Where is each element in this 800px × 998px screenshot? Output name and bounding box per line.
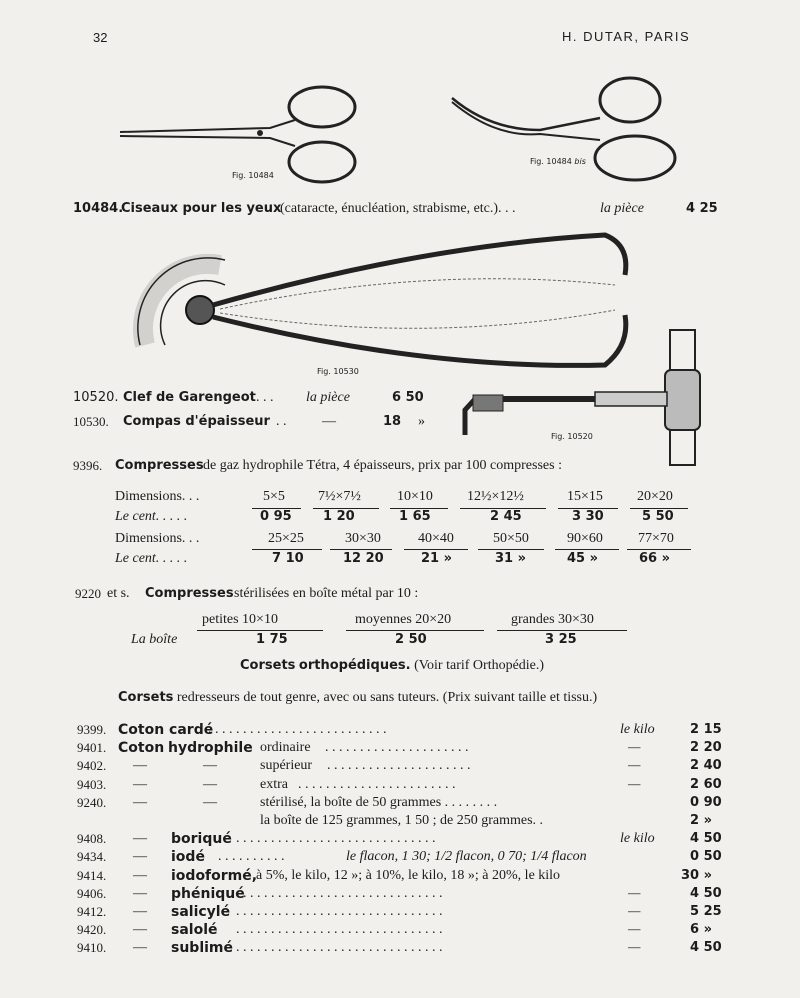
item-col1: — [133,758,147,774]
item-col1: — [133,831,147,847]
list-item [0,886,800,904]
item-number: 9240. [77,794,107,810]
item-number: 9406. [77,885,107,901]
item-col3: extra [260,776,288,792]
item-10520 [0,390,800,408]
size-cell: 40×40 [418,531,454,546]
price-cell: 3 25 [545,632,577,647]
divider [346,630,484,631]
section-title-a: Corsets [240,658,296,673]
item-price: 2 40 [690,758,722,774]
item-col1: — [133,776,147,792]
divider [627,549,691,550]
size-cell: 50×50 [493,531,529,546]
compresses-size-table [115,489,695,573]
item-unit: — [628,740,641,756]
item-number: 9399. [77,722,107,737]
item-col2: — [203,776,217,792]
item-col2: sublimé [171,940,234,957]
item-col1: Coton cardé [118,722,214,738]
item-price: 5 25 [690,904,722,919]
item-price: 4 50 [690,940,722,956]
price-cell: 21 » [421,551,453,566]
item-9220 [0,586,800,604]
price-cell: 1 20 [323,509,355,524]
item-col1: — [133,849,147,865]
table-row [115,509,695,531]
item-price: 0 90 [690,794,722,810]
size-cell: grandes 30×30 [511,612,594,627]
price-cell: 0 95 [260,509,292,524]
list-item [0,904,800,922]
item-col1: — [133,940,147,956]
item-name: Compas d'épaisseur [123,414,270,429]
item-col2: iodé [171,849,205,866]
item-unit: — [628,904,641,919]
item-price: 6 50 [392,390,424,405]
item-suffix: » [418,414,425,429]
price-cell: 5 50 [642,509,674,524]
item-price: 2 20 [690,740,722,756]
price-cell: 45 » [567,551,599,566]
list-item [0,758,800,776]
item-dots: . . . . . . . . . . . . . . . . . . . . . . . . . . . . . . [236,940,443,956]
size-cell: 5×5 [263,489,285,504]
item-9396 [0,458,800,476]
divider [252,549,322,550]
item-number: 10530. [73,414,109,429]
table-row [115,489,695,509]
size-cell: 77×70 [638,531,674,546]
item-description: stérilisées en boîte métal par 10 : [234,586,419,601]
item-col1: — [133,885,147,901]
list-item [0,740,800,758]
size-cell: 25×25 [268,531,304,546]
item-col2: iodoformé, [171,867,258,884]
item-number: 9396. [73,458,103,473]
item-price: 2 15 [690,722,722,737]
divider [197,630,323,631]
item-number: 9414. [77,867,107,883]
item-price: 2 60 [690,776,722,792]
divider [404,549,468,550]
size-cell: 12½×12½ [467,489,524,504]
divider [630,508,688,509]
item-number: 9434. [77,849,107,865]
price-cell: 31 » [495,551,527,566]
divider [555,549,619,550]
list-item [0,940,800,958]
item-dots: . . . . . . . . . . [218,849,285,865]
item-col3: à 5%, le kilo, 12 »; à 10%, le kilo, 18 »; à 20%, le kilo [256,867,561,883]
item-unit: — [628,776,641,792]
page-number: 32 [93,30,108,45]
size-cell: 10×10 [397,489,433,504]
item-price: 4 25 [686,201,718,216]
item-name: Clef de Garengeot [123,390,256,405]
item-price: 2 » [690,813,712,828]
item-col1: — [133,922,147,938]
item-col2: salicylé [171,904,231,920]
divider [252,508,301,509]
table-row [115,551,695,573]
item-number: 9403. [77,776,107,792]
item-number: 10484. [73,201,124,216]
item-name: Compresses [145,586,234,601]
divider [330,549,392,550]
item-col2: hydrophile [168,740,253,757]
item-col2: boriqué [171,831,232,848]
item-unit: la pièce [600,201,644,216]
size-cell: moyennes 20×20 [355,612,452,627]
item-col1: — [133,794,147,810]
item-price: 4 50 [690,831,722,847]
price-cell: 1 75 [256,632,288,647]
item-col3: ordinaire [260,740,311,756]
item-name: Ciseaux pour les yeux [121,201,282,216]
item-unit: — [628,922,641,938]
size-cell: 7½×7½ [318,489,361,504]
list-item [0,868,800,886]
price-cell: 3 30 [572,509,604,524]
item-price: 30 » [681,867,713,883]
item-dots: . . . . . . . . . . . . . . . . . . . . . . . . . . . . . . [236,885,443,901]
list-item [0,922,800,940]
item-number: 9412. [77,904,107,919]
item-10530 [0,414,800,432]
divider [558,508,618,509]
item-number: 9220 [75,586,101,601]
item-number: 9408. [77,831,107,847]
item-dots: . . . . . . . . . . . . . . . . . . . . . . . . . . . . . . [236,922,443,938]
section-title-c: (Voir tarif Orthopédie.) [414,658,545,673]
row-label: Dimensions. . . [115,531,200,546]
publisher-header: H. DUTAR, PARIS [562,29,691,44]
divider [460,508,546,509]
item-number: 9401. [77,740,107,756]
item-col3: la boîte de 125 grammes, 1 50 ; de 250 grammes. . [260,813,544,828]
item-unit: — [628,885,641,901]
price-cell: 66 » [639,551,671,566]
item-col2: phéniqué [171,885,245,902]
list-item [0,777,800,795]
item-col2: salolé [171,922,218,939]
item-col1: — [133,904,147,919]
item-10484 [0,201,800,219]
item-price: 6 » [690,922,712,938]
list-item [0,722,800,740]
list-item [0,849,800,867]
item-number: 9410. [77,940,107,956]
size-cell: 15×15 [567,489,603,504]
item-dash: — [322,414,336,429]
item-description: (cataracte, énucléation, strabisme, etc.). . . [280,201,516,216]
item-col2: — [203,794,217,810]
divider [313,508,379,509]
item-dots: . . . . . . . . . . . . . . . . . . . . . [327,758,471,774]
item-price: 0 50 [690,849,722,865]
curved-scissors-illustration [450,70,690,190]
item-col2: — [203,758,217,774]
price-cell: 12 20 [343,551,384,566]
item-col1: Coton [118,740,165,757]
price-cell: 2 45 [490,509,522,524]
section-title-b: orthopédiques. [298,658,411,673]
size-cell: 20×20 [637,489,673,504]
item-unit: la pièce [306,390,350,405]
section-title-corsets [240,658,544,674]
item-dots: . . . . . . . . . . . . . . . . . . . . . . . . . . . . . . [236,904,443,919]
divider [497,630,627,631]
item-number: 9420. [77,922,107,938]
figure-caption-10484-bis [530,157,586,166]
item-unit: — [628,758,641,774]
item-unit: le flacon, 1 30; 1/2 flacon, 0 70; 1/4 flacon [346,849,587,865]
item-dots: . . . . . . . . . . . . . . . . . . . . . . . . . . . . . [236,831,436,847]
item-number: 10520. [73,390,119,405]
size-cell: petites 10×10 [202,612,278,627]
figure-caption-10484-bis-suffix: bis [574,157,586,166]
item-prefix: et s. [107,586,130,601]
figure-caption-10520: Fig. 10520 [551,432,593,441]
price-cell: 2 50 [395,632,427,647]
item-number: 9402. [77,758,107,774]
item-col1: — [133,867,147,883]
size-cell: 30×30 [345,531,381,546]
item-price: 4 50 [690,885,722,901]
divider [390,508,448,509]
item-description: redresseurs de tout genre, avec ou sans tuteurs. (Prix suivant taille et tissu.) [176,690,598,705]
table-row [115,531,695,551]
item-unit: — [628,940,641,956]
item-unit: le kilo [620,831,655,847]
item-price: 18 [383,414,402,429]
list-item [0,813,800,831]
corsets-redresseurs [118,690,597,706]
row-label: Le cent. . . . . [115,509,188,524]
boite-price-row [0,632,800,650]
divider [478,549,544,550]
list-item [0,795,800,813]
item-dots: . . . . . . . . . . . . . . . . . . . . . . . [298,776,456,792]
figure-caption-10530: Fig. 10530 [317,367,359,376]
list-item [0,831,800,849]
price-cell: 1 65 [399,509,431,524]
item-dots: . . . . . . . . . . . . . . . . . . . . . [325,740,469,756]
boite-size-header [0,612,800,630]
figure-caption-10484: Fig. 10484 [232,171,274,180]
item-unit: le kilo [620,722,655,737]
row-label: Le cent. . . . . [115,551,188,566]
row-label: Dimensions. . . [115,489,200,504]
item-name: Compresses [115,458,204,473]
item-col3: stérilisé, la boîte de 50 grammes . . . . . . . . [260,794,498,810]
item-dots: . . [276,414,287,429]
row-label: La boîte [131,632,178,647]
figure-caption-10484-bis-prefix: Fig. 10484 [530,157,572,166]
item-dots: . . . . . . . . . . . . . . . . . . . . . . . . . . [208,722,387,737]
item-dots: . . . [256,390,274,405]
item-col3: supérieur [260,758,313,774]
item-name: Corsets [118,690,174,705]
price-cell: 7 10 [272,551,304,566]
item-description: de gaz hydrophile Tétra, 4 épaisseurs, prix par 100 compresses : [203,458,562,473]
size-cell: 90×60 [567,531,603,546]
